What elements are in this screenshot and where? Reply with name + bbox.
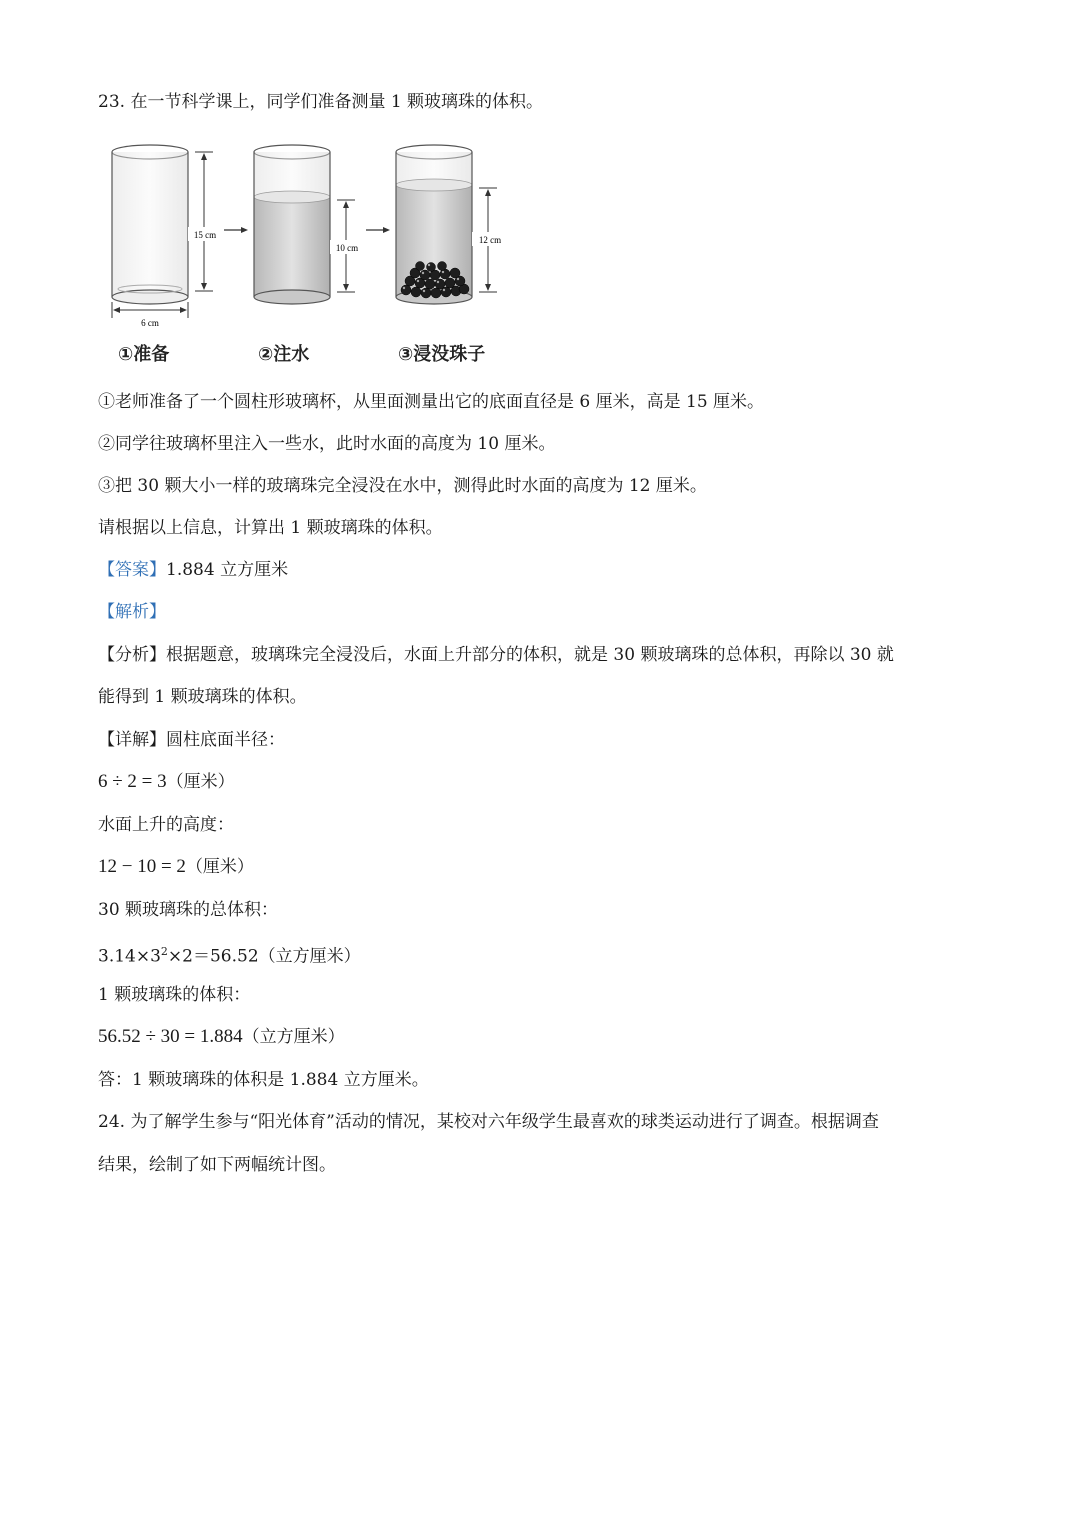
q23-question: 请根据以上信息，计算出 1 颗玻璃珠的体积。	[98, 518, 443, 538]
equation-single-volume-expr: 56.52 ÷ 30 = 1.884	[98, 1026, 243, 1047]
beaker-empty	[112, 145, 188, 304]
label-6cm: 6 cm	[141, 318, 159, 328]
caption-prepare: ①准备	[118, 344, 170, 365]
caption-submerge-beads: ③浸没珠子	[398, 344, 486, 365]
label-12cm: 12 cm	[478, 235, 502, 245]
equation-rise-unit: （厘米）	[185, 857, 254, 877]
q24-line-1: 24. 为了解学生参与“阳光体育”活动的情况，某校对六年级学生最喜欢的球类运动进行了调查。根据调查	[98, 1112, 879, 1132]
height-marker-15	[188, 152, 222, 291]
final-answer: 答：1 颗玻璃珠的体积是 1.884 立方厘米。	[98, 1070, 429, 1090]
caption-pour-water: ②注水	[258, 344, 310, 365]
q24-line-2: 结果，绘制了如下两幅统计图。	[98, 1155, 336, 1175]
step-total-volume: 30 颗玻璃珠的总体积：	[98, 900, 279, 920]
equation-total-volume-b: ×2＝56.52（立方厘米）	[167, 946, 361, 967]
equation-single-volume	[98, 1025, 345, 1049]
equation-rise-expr: 12 − 10 = 2	[98, 856, 186, 877]
arrow-right-icon	[224, 227, 248, 233]
answer-line	[98, 558, 288, 582]
analysis-label: 【解析】	[98, 602, 166, 622]
beaker-beads	[396, 145, 472, 304]
step-water-rise: 水面上升的高度：	[98, 815, 234, 835]
analysis-text-2: 能得到 1 颗玻璃珠的体积。	[98, 687, 307, 707]
label-15cm: 15 cm	[193, 230, 217, 240]
equation-radius	[98, 770, 235, 794]
beaker-figure	[108, 140, 508, 370]
beaker-water	[254, 145, 330, 304]
height-marker-10	[330, 200, 364, 292]
equation-rise	[98, 855, 254, 879]
equation-total-volume-exp: 2	[160, 945, 168, 958]
analysis-text-1: 【分析】根据题意，玻璃珠完全浸没后，水面上升部分的体积，就是 30 颗玻璃珠的总体积，再除以 30 就	[98, 645, 894, 665]
equation-radius-expr: 6 ÷ 2 = 3	[98, 771, 167, 792]
q23-item-3: ③把 30 颗大小一样的玻璃珠完全浸没在水中，测得此时水面的高度为 12 厘米。	[98, 476, 707, 496]
equation-single-volume-unit: （立方厘米）	[242, 1027, 345, 1047]
height-marker-12	[472, 188, 508, 292]
label-10cm: 10 cm	[335, 243, 359, 253]
answer-value: 1.884 立方厘米	[166, 560, 289, 580]
step-single-volume: 1 颗玻璃珠的体积：	[98, 985, 251, 1005]
equation-radius-unit: （厘米）	[166, 772, 235, 792]
arrow-right-icon	[366, 227, 390, 233]
detail-heading: 【详解】圆柱底面半径：	[98, 730, 285, 750]
q23-item-2: ②同学往玻璃杯里注入一些水，此时水面的高度为 10 厘米。	[98, 434, 556, 454]
equation-total-volume-a: 3.14×3	[98, 946, 161, 967]
answer-label: 【答案】	[98, 560, 166, 580]
beaker-diagram	[108, 140, 508, 370]
q23-item-1: ①老师准备了一个圆柱形玻璃杯，从里面测量出它的底面直径是 6 厘米，高是 15 厘米。	[98, 392, 765, 412]
width-marker-6	[112, 302, 188, 328]
q23-title: 23. 在一节科学课上，同学们准备测量 1 颗玻璃珠的体积。	[98, 92, 544, 112]
equation-total-volume	[98, 940, 361, 969]
